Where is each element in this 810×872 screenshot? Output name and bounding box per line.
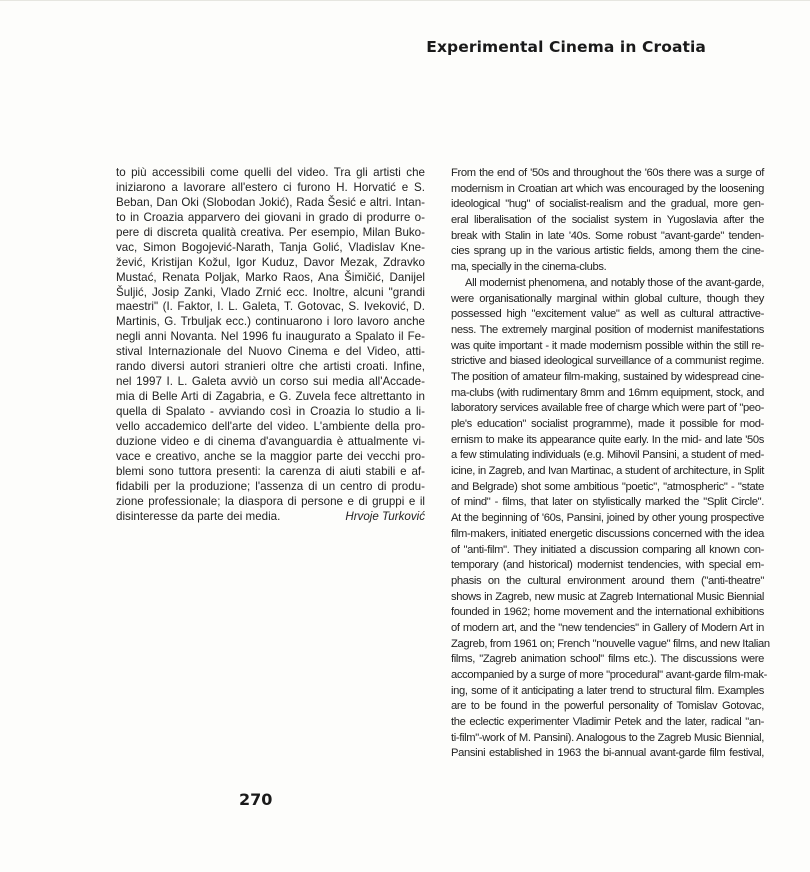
text-line: blemi sono tuttora presenti: la carenza di aiuti stabili e af-: [116, 464, 425, 478]
text-line: ple's education" socialist programme), made it possible for mod-: [451, 418, 764, 430]
text-line: stival Internazionale del Nuovo Cinema e del Video, atti-: [116, 345, 425, 359]
text-line: Martinis, G. Trbuljak ecc.) continuarono i loro lavoro anche: [116, 315, 425, 329]
text-line: Mustać, Renata Poljak, Marko Raos, Ana Šimičić, Danijel: [116, 270, 425, 284]
text-line: The position of amateur film-making, sustained by widespread cine-: [451, 370, 764, 383]
text-line: film-makers, initiated energetic discussions concerned with the idea: [451, 527, 764, 540]
text-line: modernism in Croatian art which was encouraged by the loosening: [451, 182, 764, 195]
text-line: of "anti-film". They initiated a discussion comparing all known con-: [451, 543, 764, 556]
text-line: ing, some of it anticipating a later trend to structural film. Examples: [451, 684, 764, 697]
text-line: temporary (and historical) modernist tendencies, with special em-: [451, 559, 764, 572]
text-line: nel 1997 I. L. Galeta avviò un corso sui media all'Accade-: [116, 375, 425, 389]
text-line: Pansini established in 1963 the bi-annual avant-garde film festival,: [451, 747, 764, 760]
text-line: are to be found in the powerful personality of Tomislav Gotovac,: [451, 700, 764, 713]
text-line: to più accessibili come quelli del video. Tra gli artisti che: [116, 166, 425, 179]
text-line: ma-clubs (with rudimentary 8mm and 16mm equipment, stock, and: [451, 386, 764, 399]
text-line: maestri" (I. Faktor, I. L. Galeta, T. Gotovac, S. Iveković, D.: [116, 300, 425, 314]
text-line: films, "Zagreb animation school" films etc.). The discussions were: [451, 653, 764, 666]
text-line: possessed high "excitement value" as well as cultural attractive-: [451, 308, 764, 321]
text-line: cies sprang up in the various artistic fields, among them the cine-: [451, 245, 764, 258]
text-line: fidabili per la produzione; l'assenza di un centro di produ-: [116, 479, 425, 493]
text-line: break with Stalin in late '40s. Some robust "avant-garde" tenden-: [451, 229, 764, 242]
text-line: a few stimulating individuals (e.g. Mihovil Pansini, a student of med-: [451, 449, 764, 462]
text-line: All modernist phenomena, and notably those of the avant-garde,: [465, 276, 764, 289]
text-line: of mind" - films, that later on stylistically marked the "Split Circle".: [451, 496, 764, 509]
text-line: Zagreb, from 1961 on; French "nouvelle vague" films, and new Italian: [451, 637, 770, 650]
author-signature: Hrvoje Turković: [345, 509, 425, 523]
text-line: duzione video e di cinema d'avanguardia è attualmente vi-: [116, 434, 425, 448]
text-line: iniziarono a lavorare all'estero ci furono H. Horvatić e S.: [116, 180, 425, 194]
text-line: icine, in Zagreb, and Ivan Martinac, a student of architecture, in Split: [451, 465, 764, 478]
text-line: quella di Spalato - avviando così in Croazia lo studio a li-: [116, 405, 425, 418]
text-line: of modern art, and the "new tendencies" in Gallery of Modern Art in: [451, 621, 764, 634]
closing-line: [116, 510, 425, 525]
text-line: vac, Simon Bogojević-Narath, Tanja Golić, Vladislav Kne-: [116, 240, 425, 254]
text-line: eral liberalisation of the socialist system in Yugoslavia after the: [451, 214, 764, 227]
text-line: strictive and biased ideological surveillance of a communist regime.: [451, 355, 764, 368]
text-line: Šuljić, Josip Zanki, Vlado Zrnić ecc. Inoltre, alcuni "grandi: [116, 285, 425, 299]
text-line: ti-film"-work of M. Pansini). Analogous to the Zagreb Music Biennial,: [451, 731, 764, 744]
text-line: At the beginning of '60s, Pansini, joined by other young prospective: [451, 512, 764, 525]
text-line: to in Croazia apparvero dei giovani in grado di produrre o-: [116, 210, 425, 224]
final-text: disinteresse da parte dei media.: [116, 509, 281, 523]
text-line: zione professionale; la diaspora di persone e di gruppi e il: [116, 494, 425, 508]
italian-text-column: [116, 166, 425, 525]
page-number: 270: [239, 790, 273, 809]
text-line: negli anni Novanta. Nel 1996 fu inaugurato a Spalato il Fe-: [116, 330, 425, 344]
text-line: was quite important - it made modernism possible within the still re-: [451, 339, 764, 352]
text-line: žević, Kristijan Kožul, Igor Kuduz, Davor Mezak, Zdravko: [116, 255, 425, 269]
text-line: vello accademico dell'arte del video. L'ambiente della pro-: [116, 419, 425, 433]
running-header-title: Experimental Cinema in Croatia: [426, 38, 706, 56]
text-line: laboratory services available free of charge which were part of "peo-: [451, 402, 764, 415]
text-line: From the end of '50s and throughout the '60s there was a surge of: [451, 167, 764, 179]
text-line: ma, specially in the cinema-clubs.: [451, 261, 607, 274]
text-line: were organisationally marginal within global culture, though they: [451, 292, 764, 305]
text-line: founded in 1962; home movement and the international exhibitions: [451, 606, 764, 619]
text-line: Beban, Dan Oki (Slobodan Jokić), Rada Šesić e altri. Intan-: [116, 195, 425, 209]
text-line: pere di discreta qualità creativa. Per esempio, Milan Buko-: [116, 225, 425, 239]
text-line: and Belgrade) shot some ambitious "poetic", "atmospheric" - "state: [451, 480, 764, 493]
top-rule: [0, 0, 810, 1]
text-line: rando diversi autori stranieri oltre che artisti croati. Infine,: [116, 360, 425, 374]
text-line: ernism to make its appearance quite early. In the mid- and late '50s: [451, 433, 764, 446]
text-line: accompanied by a surge of more "procedural" avant-garde film-mak-: [451, 669, 768, 681]
text-line: ness. The extremely marginal position of modernist manifestations: [451, 323, 764, 336]
text-line: phasis on the cultural environment around them ("anti-theatre": [451, 574, 764, 587]
text-line: mia di Belle Arti di Zagabria, e G. Zuvela fece altrettanto in: [116, 390, 425, 404]
text-line: shows in Zagreb, new music at Zagreb International Music Biennial: [451, 590, 764, 603]
text-line: ideological "hug" of socialist-realism and the gradual, more gen-: [451, 198, 764, 211]
text-line: the eclectic experimenter Vladimir Petek and the later, radical "an-: [451, 716, 764, 729]
english-text-column: [451, 166, 770, 762]
text-line: vace e creativo, anche se la maggior parte dei vecchi pro-: [116, 449, 425, 463]
